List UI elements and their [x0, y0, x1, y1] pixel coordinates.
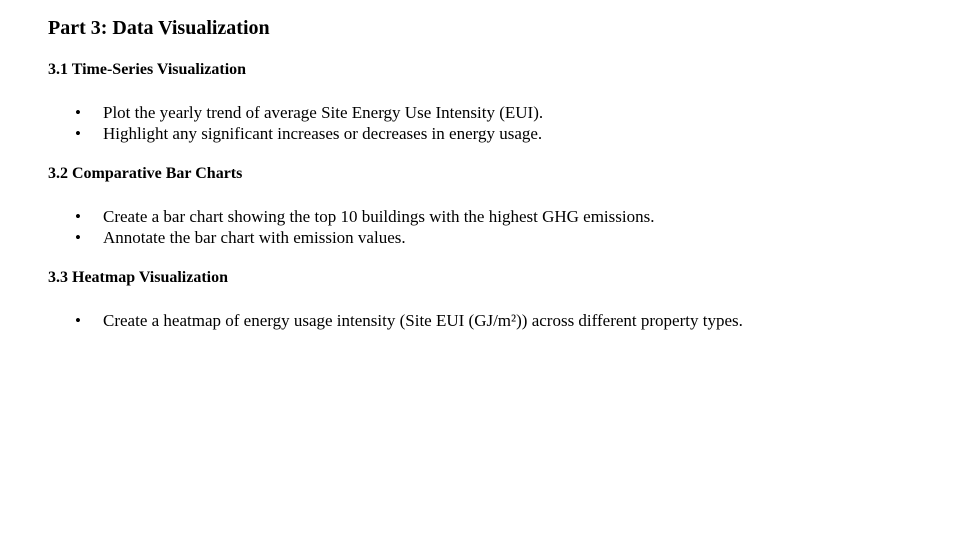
bullet-list-3-2: [48, 206, 768, 248]
document-page: [48, 16, 768, 331]
list-item: [48, 310, 768, 331]
list-item: [48, 227, 768, 248]
list-item: [48, 206, 768, 227]
bullet-icon: •: [75, 228, 81, 247]
section-heading-3-1: 3.1 Time-Series Visualization: [48, 61, 247, 78]
bullet-icon: •: [75, 103, 81, 122]
section-heading-3-3: 3.3 Heatmap Visualization: [48, 269, 229, 286]
bullet-list-3-1: [48, 102, 768, 144]
bullet-list-3-3: [48, 310, 768, 331]
bullet-icon: •: [75, 124, 81, 143]
list-item-text: Annotate the bar chart with emission values.: [103, 228, 406, 247]
list-item-text: Create a bar chart showing the top 10 buildings with the highest GHG emissions.: [103, 207, 655, 226]
section-heading-3-2: 3.2 Comparative Bar Charts: [48, 165, 243, 182]
bullet-icon: •: [75, 207, 81, 226]
bullet-icon: •: [75, 311, 81, 330]
list-item: [48, 102, 768, 123]
list-item: [48, 123, 768, 144]
list-item-text: Create a heatmap of energy usage intensity (Site EUI (GJ/m²)) across different property types.: [103, 311, 743, 330]
list-item-text: Highlight any significant increases or decreases in energy usage.: [103, 124, 543, 143]
list-item-text: Plot the yearly trend of average Site Energy Use Intensity (EUI).: [103, 103, 544, 122]
page-title: Part 3: Data Visualization: [48, 17, 270, 39]
